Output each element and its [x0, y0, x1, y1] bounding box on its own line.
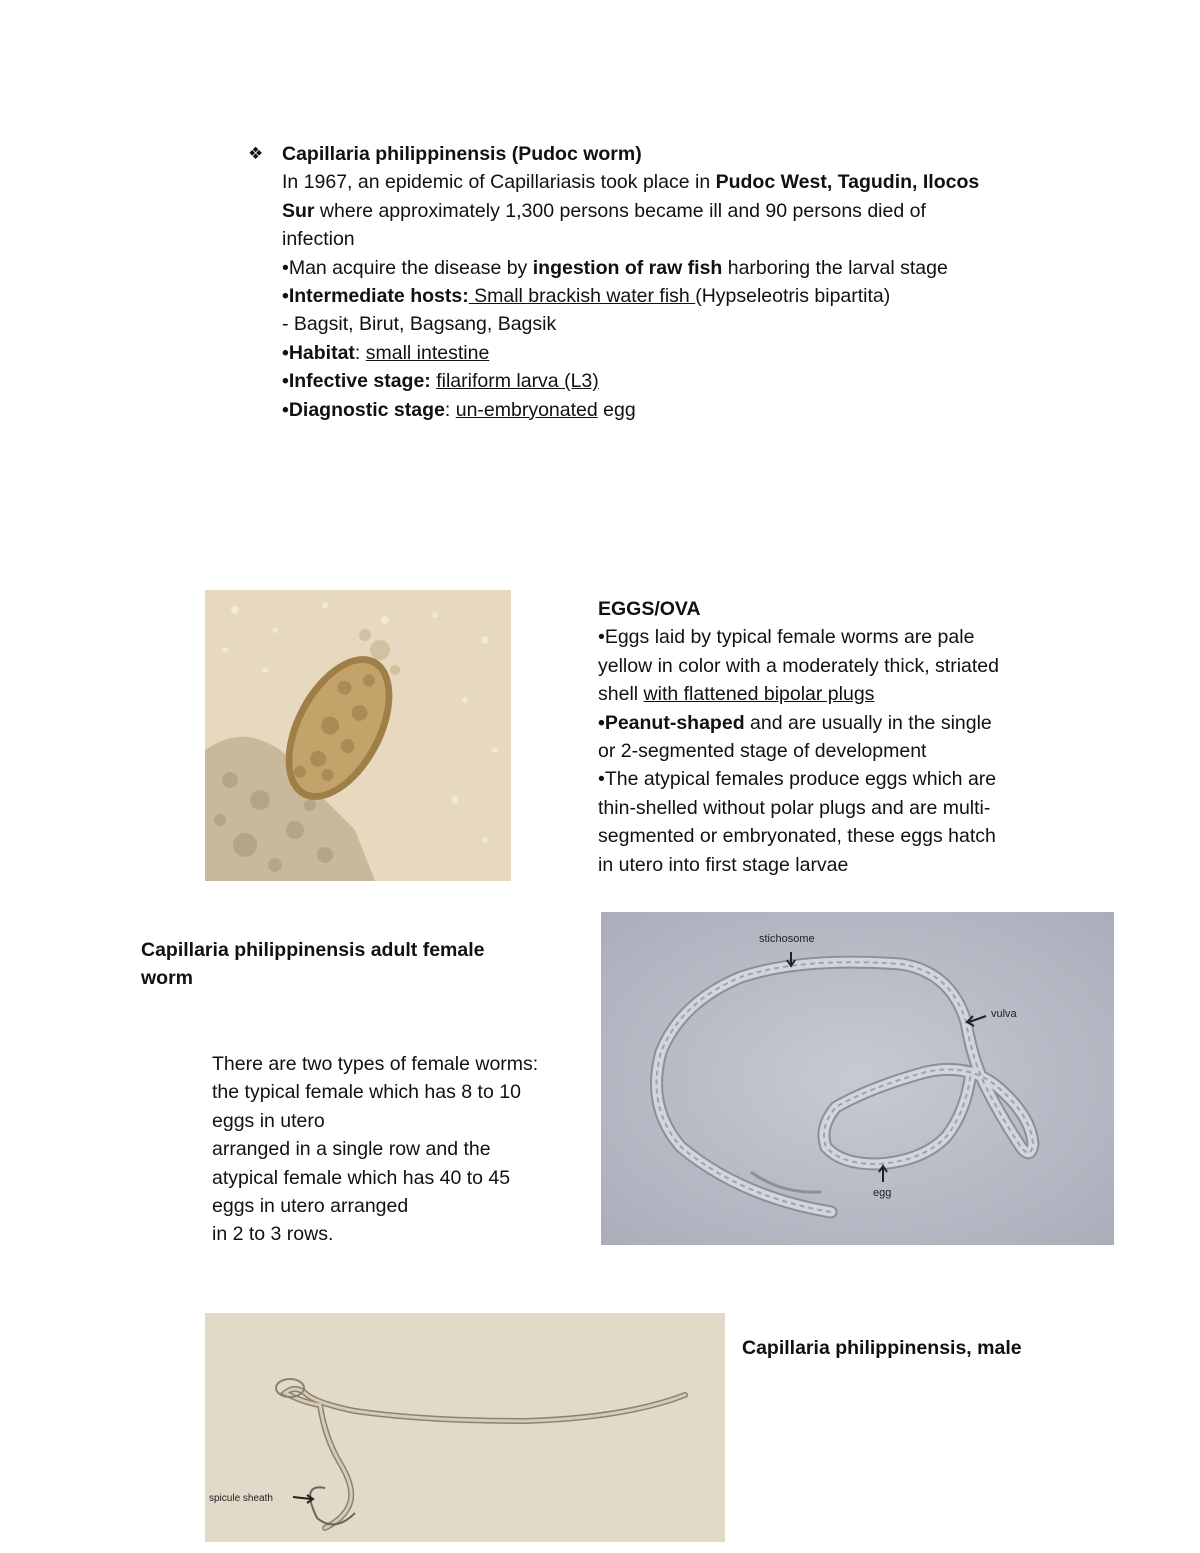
eggs-line: shell with flattened bipolar plugs: [598, 683, 875, 706]
eggs-line: in utero into first stage larvae: [598, 853, 849, 876]
infective-stage-line: •Infective stage: filariform larva (L3): [282, 370, 599, 393]
diamond-bullet-icon: ❖: [248, 144, 264, 163]
hosts-line: •Intermediate hosts: Small brackish water fish (Hypseleotris bipartita): [282, 285, 891, 308]
female-desc-line: atypical female which has 40 to 45: [212, 1166, 511, 1189]
eggs-line: •The atypical females produce eggs which are: [598, 768, 997, 791]
male-caption: Capillaria philippinensis, male: [742, 1337, 1022, 1359]
eggs-heading: EGGS/OVA: [598, 598, 701, 620]
stichosome-label: stichosome: [759, 933, 815, 945]
eggs-line: thin-shelled without polar plugs and are multi-: [598, 796, 991, 819]
spicule-sheath-label: spicule sheath: [209, 1493, 273, 1504]
female-desc-line: arranged in a single row and the: [212, 1138, 491, 1161]
eggs-line: •Peanut-shaped and are usually in the single: [598, 711, 992, 734]
female-description: [212, 1050, 592, 1249]
intro-line-3: infection: [282, 228, 355, 251]
eggs-line: yellow in color with a moderately thick, striated: [598, 654, 999, 677]
egg-micrograph: [205, 590, 511, 881]
egg-label: egg: [873, 1187, 892, 1199]
intro-line-1: In 1967, an epidemic of Capillariasis took place in Pudoc West, Tagudin, Ilocos: [282, 171, 980, 194]
eggs-line: •Eggs laid by typical female worms are pale: [598, 626, 975, 649]
female-desc-line: There are two types of female worms:: [212, 1053, 539, 1075]
female-desc-line: the typical female which has 8 to 10: [212, 1081, 521, 1104]
female-desc-line: eggs in utero arranged: [212, 1195, 409, 1218]
acquire-line: •Man acquire the disease by ingestion of raw fish harboring the larval stage: [282, 256, 948, 279]
male-worm-micrograph: [205, 1313, 725, 1542]
eggs-line: or 2-segmented stage of development: [598, 740, 927, 763]
eggs-section: [598, 595, 1078, 879]
local-names-line: - Bagsit, Birut, Bagsang, Bagsik: [282, 313, 557, 336]
eggs-line: segmented or embryonated, these eggs hatch: [598, 825, 996, 848]
vulva-label: vulva: [991, 1008, 1017, 1020]
female-worm-micrograph: [601, 912, 1114, 1245]
intro-line-2: Sur where approximately 1,300 persons became ill and 90 persons died of: [282, 199, 926, 222]
diagnostic-stage-line: •Diagnostic stage: un-embryonated egg: [282, 398, 636, 421]
female-desc-line: eggs in utero: [212, 1109, 325, 1132]
female-caption: Capillaria philippinensis adult female worm: [141, 939, 485, 990]
female-desc-line: in 2 to 3 rows.: [212, 1223, 334, 1246]
section-title: Capillaria philippinensis (Pudoc worm): [282, 143, 642, 165]
habitat-line: •Habitat: small intestine: [282, 341, 490, 364]
intro-section: [248, 140, 1068, 424]
